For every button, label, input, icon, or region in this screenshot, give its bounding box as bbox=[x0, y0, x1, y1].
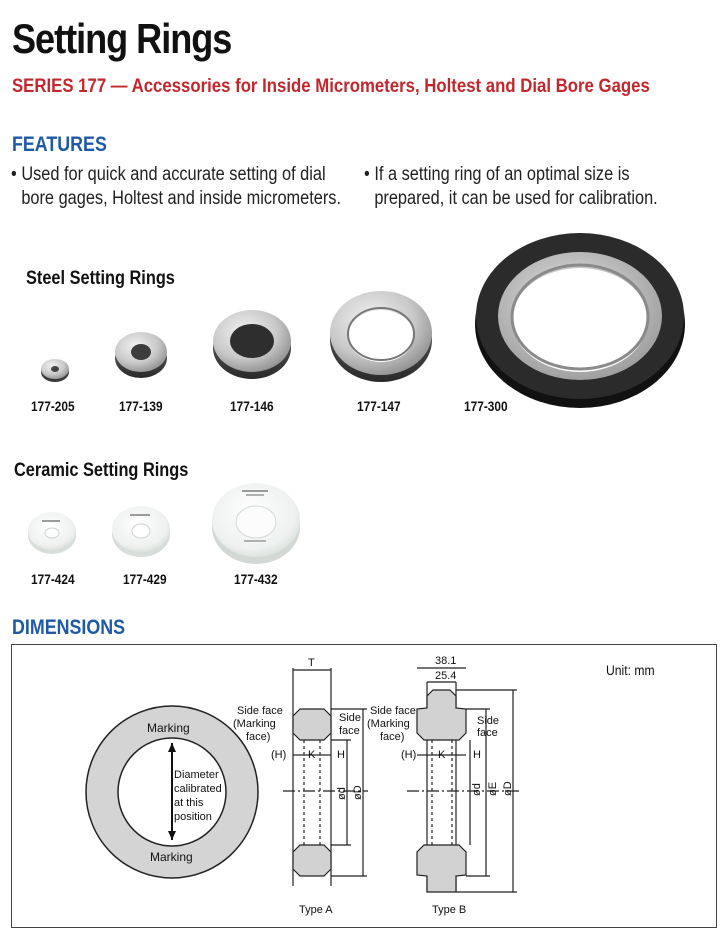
unit-label: Unit: mm bbox=[606, 663, 655, 678]
type-a-h-paren: (H) bbox=[271, 749, 287, 761]
ring-label-177-429: 177-429 bbox=[123, 572, 167, 587]
ring-label-177-146: 177-146 bbox=[230, 399, 274, 414]
type-a-section bbox=[283, 668, 368, 886]
diameter-note-4: position bbox=[174, 811, 212, 823]
type-a-side-face-marking-1: Side face bbox=[237, 705, 283, 717]
type-b-d-large: øD bbox=[502, 781, 514, 796]
ring-label-177-147: 177-147 bbox=[357, 399, 401, 414]
type-a-side-face-1: Side bbox=[339, 712, 362, 724]
feature-1-line2: bore gages, Holtest and inside micrometers. bbox=[21, 188, 342, 209]
type-b-side-face-marking-3: face) bbox=[380, 731, 405, 743]
type-a-k: K bbox=[308, 749, 316, 761]
ring-label-177-432: 177-432 bbox=[234, 572, 278, 587]
dimensions-heading: DIMENSIONS bbox=[12, 616, 126, 639]
feature-2-line2: prepared, it can be used for calibration. bbox=[374, 188, 658, 209]
type-b-side-face-1: Side bbox=[477, 715, 500, 727]
type-b-e: øE bbox=[487, 781, 499, 796]
type-b-side-face-marking-2: (Marking bbox=[367, 718, 410, 730]
bullet-icon: • bbox=[364, 164, 370, 185]
page-title: Setting Rings bbox=[12, 15, 232, 62]
type-a-caption: Type A bbox=[299, 904, 333, 916]
feature-1-line1: Used for quick and accurate setting of dial bbox=[21, 164, 326, 185]
diameter-note-2: calibrated bbox=[174, 783, 222, 795]
type-b-caption: Type B bbox=[432, 904, 467, 916]
type-a-d-small: ød bbox=[336, 787, 348, 800]
diameter-note-3: at this bbox=[174, 797, 204, 809]
type-a-side-face-marking-3: face) bbox=[246, 731, 271, 743]
steel-rings-heading: Steel Setting Rings bbox=[26, 268, 175, 289]
features-heading: FEATURES bbox=[12, 133, 107, 156]
type-b-side-face-2: face bbox=[477, 727, 498, 739]
ceramic-rings-heading: Ceramic Setting Rings bbox=[14, 460, 189, 481]
type-b-h-paren: (H) bbox=[401, 749, 417, 761]
type-b-dim-381: 38.1 bbox=[435, 655, 457, 667]
page-subtitle: SERIES 177 — Accessories for Inside Micrometers, Holtest and Dial Bore Gages bbox=[12, 75, 650, 97]
front-marking-top: Marking bbox=[147, 721, 190, 735]
type-b-dim-254: 25.4 bbox=[435, 670, 457, 682]
type-a-h: H bbox=[337, 749, 345, 761]
type-a-d-large: øD bbox=[352, 785, 364, 800]
type-a-t: T bbox=[308, 657, 315, 669]
type-b-k: K bbox=[438, 749, 446, 761]
ring-label-177-139: 177-139 bbox=[119, 399, 163, 414]
bullet-icon: • bbox=[11, 164, 17, 185]
type-b-d-small: ød bbox=[471, 783, 483, 796]
type-a-side-face-2: face bbox=[339, 725, 360, 737]
type-b-side-face-marking-1: Side face bbox=[370, 705, 416, 717]
type-b-section bbox=[407, 668, 520, 892]
type-b-h: H bbox=[473, 749, 481, 761]
feature-2-line1: If a setting ring of an optimal size is bbox=[374, 164, 630, 185]
ring-label-177-300: 177-300 bbox=[464, 399, 508, 414]
front-marking-bottom: Marking bbox=[150, 850, 193, 864]
diameter-note-1: Diameter bbox=[174, 769, 219, 781]
ring-label-177-205: 177-205 bbox=[31, 399, 75, 414]
type-a-side-face-marking-2: (Marking bbox=[233, 718, 276, 730]
ring-label-177-424: 177-424 bbox=[31, 572, 75, 587]
